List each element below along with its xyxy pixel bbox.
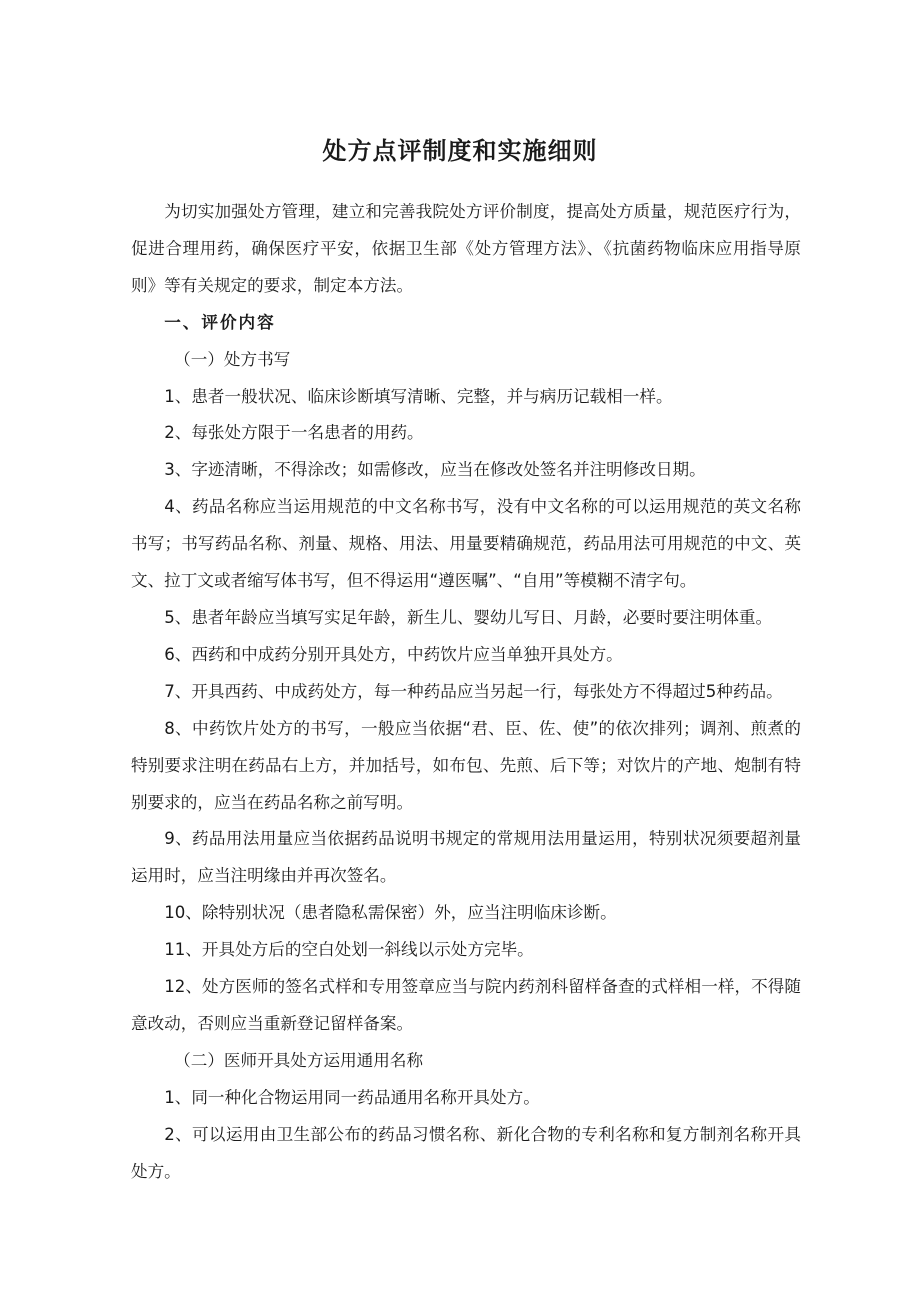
- list-item: 1、同一种化合物运用同一药品通用名称开具处方。: [164, 1087, 540, 1107]
- list-item: 5、患者年龄应当填写实足年龄，新生儿、婴幼儿写日、月龄，必要时要注明体重。: [164, 607, 773, 627]
- list-item: 4、药品名称应当运用规范的中文名称书写，没有中文名称的可以运用规范的英文名称书写；书写药品名称、剂量、规格、用法、用量要精确规范，药品用法可用规范的中文、英文、拉丁文或者缩写体书写，但不得运用“遵医嘱”、“自用”等模糊不清字句。: [131, 497, 801, 591]
- list-item: 1、患者一般状况、临床诊断填写清晰、完整，并与病历记载相一样。: [164, 386, 673, 406]
- list-item: 10、除特别状况（患者隐私需保密）外，应当注明临床诊断。: [164, 903, 617, 923]
- subsection-heading-prescription-writing: （一）处方书写: [174, 349, 291, 369]
- list-item: 12、处方医师的签名式样和专用签章应当与院内药剂科留样备查的式样相一样，不得随意改动，否则应当重新登记留样备案。: [131, 977, 801, 1033]
- list-item: 6、西药和中成药分别开具处方，中药饮片应当单独开具处方。: [164, 644, 623, 664]
- document-title: 处方点评制度和实施细则: [322, 137, 598, 165]
- list-item: 8、中药饮片处方的书写，一般应当依据“君、臣、佐、使”的依次排列；调剂、煎煮的特别要求注明在药品右上方，并加括号，如布包、先煎、后下等；对饮片的产地、炮制有特别要求的，应当在药品名称之前写明。: [131, 718, 801, 812]
- list-item: 11、开具处方后的空白处划一斜线以示处方完毕。: [164, 940, 534, 960]
- list-item: 2、可以运用由卫生部公布的药品习惯名称、新化合物的专利名称和复方制剂名称开具处方。: [131, 1124, 801, 1181]
- section-heading-evaluation-content: 一、评价内容: [164, 312, 276, 332]
- subsection-heading-generic-names: （二）医师开具处方运用通用名称: [174, 1050, 424, 1070]
- document-body: [131, 194, 801, 1190]
- intro-paragraph: 为切实加强处方管理，建立和完善我院处方评价制度，提高处方质量，规范医疗行为，促进合理用药，确保医疗平安，依据卫生部《处方管理方法》、《抗菌药物临床应用指导原则》等有关规定的要求，制定本方法。: [131, 202, 801, 295]
- list-item: 3、字迹清晰，不得涂改；如需修改，应当在修改处签名并注明修改日期。: [164, 460, 706, 480]
- list-item: 9、药品用法用量应当依据药品说明书规定的常规用法用量运用，特别状况须要超剂量运用时，应当注明缘由并再次签名。: [131, 829, 801, 886]
- list-item: 7、开具西药、中成药处方，每一种药品应当另起一行，每张处方不得超过5种药品。: [164, 681, 783, 701]
- list-item: 2、每张处方限于一名患者的用药。: [164, 423, 424, 443]
